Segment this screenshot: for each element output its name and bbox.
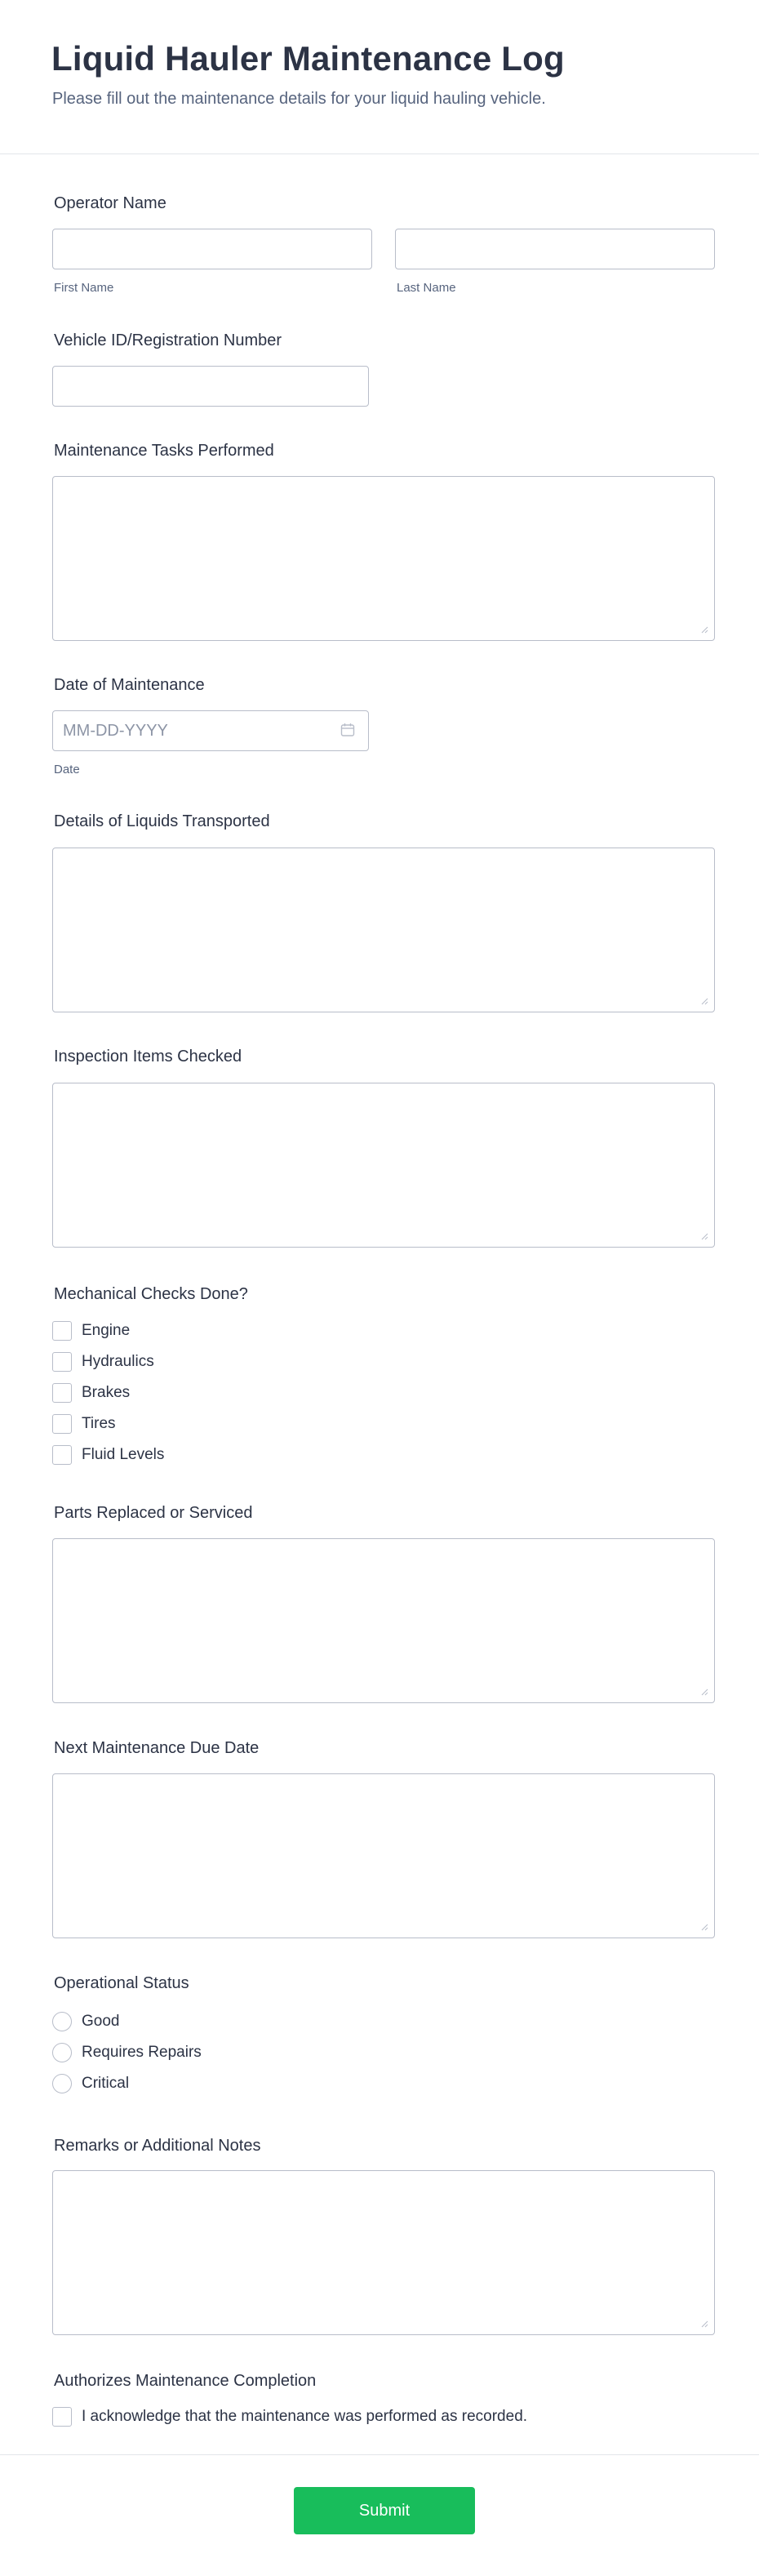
checkbox-box[interactable] [52,1445,72,1465]
authorization-label: Authorizes Maintenance Completion [54,2372,317,2390]
checkbox-brakes[interactable] [52,1381,130,1404]
inspection-textarea[interactable] [52,1083,715,1248]
checkbox-label: Tires [82,1415,116,1432]
maintenance-tasks-label: Maintenance Tasks Performed [54,442,274,460]
checkbox-label: Fluid Levels [82,1446,165,1463]
radio-good[interactable] [52,2010,119,2033]
radio-requires-repairs[interactable] [52,2041,202,2064]
checkbox-tires[interactable] [52,1413,116,1435]
calendar-icon[interactable] [340,722,356,738]
form-subtitle: Please fill out the maintenance details for your liquid hauling vehicle. [52,90,546,108]
radio-label: Critical [82,2075,130,2092]
date-input[interactable] [52,710,369,751]
vehicle-id-input[interactable] [52,366,369,407]
date-label: Date of Maintenance [54,676,205,694]
mechanical-checks-label: Mechanical Checks Done? [54,1285,248,1303]
checkbox-label: Engine [82,1322,131,1339]
next-maintenance-label: Next Maintenance Due Date [54,1739,260,1757]
submit-button[interactable]: Submit [294,2487,475,2534]
vehicle-id-label: Vehicle ID/Registration Number [54,331,282,349]
remarks-textarea[interactable] [52,2170,715,2335]
form-header [0,0,759,154]
radio-circle[interactable] [52,2074,72,2093]
checkbox-box[interactable] [52,1352,72,1372]
checkbox-fluid-levels[interactable] [52,1444,164,1466]
checkbox-engine[interactable] [52,1319,130,1342]
checkbox-label: I acknowledge that the maintenance was performed as recorded. [82,2408,528,2425]
checkbox-label: Hydraulics [82,1353,154,1370]
date-sublabel: Date [54,763,80,776]
radio-circle[interactable] [52,2043,72,2062]
checkbox-acknowledge[interactable] [52,2405,527,2428]
parts-textarea[interactable] [52,1538,715,1703]
first-name-sublabel: First Name [54,281,114,295]
operator-name-label: Operator Name [54,194,166,212]
checkbox-hydraulics[interactable] [52,1350,154,1373]
remarks-label: Remarks or Additional Notes [54,2137,261,2155]
first-name-input[interactable] [52,229,372,269]
radio-critical[interactable] [52,2072,129,2095]
operational-status-label: Operational Status [54,1974,189,1992]
last-name-sublabel: Last Name [397,281,456,295]
maintenance-tasks-textarea[interactable] [52,476,715,641]
radio-label: Requires Repairs [82,2044,202,2061]
next-maintenance-textarea[interactable] [52,1773,715,1938]
footer-divider [0,2454,759,2455]
radio-label: Good [82,2013,120,2030]
inspection-label: Inspection Items Checked [54,1048,242,1066]
form-title: Liquid Hauler Maintenance Log [51,39,565,78]
checkbox-box[interactable] [52,1383,72,1403]
liquids-textarea[interactable] [52,848,715,1012]
checkbox-box[interactable] [52,1414,72,1434]
checkbox-label: Brakes [82,1384,131,1401]
parts-label: Parts Replaced or Serviced [54,1504,253,1522]
checkbox-box[interactable] [52,2407,72,2427]
radio-circle[interactable] [52,2012,72,2031]
liquids-label: Details of Liquids Transported [54,812,270,830]
checkbox-box[interactable] [52,1321,72,1341]
last-name-input[interactable] [395,229,715,269]
